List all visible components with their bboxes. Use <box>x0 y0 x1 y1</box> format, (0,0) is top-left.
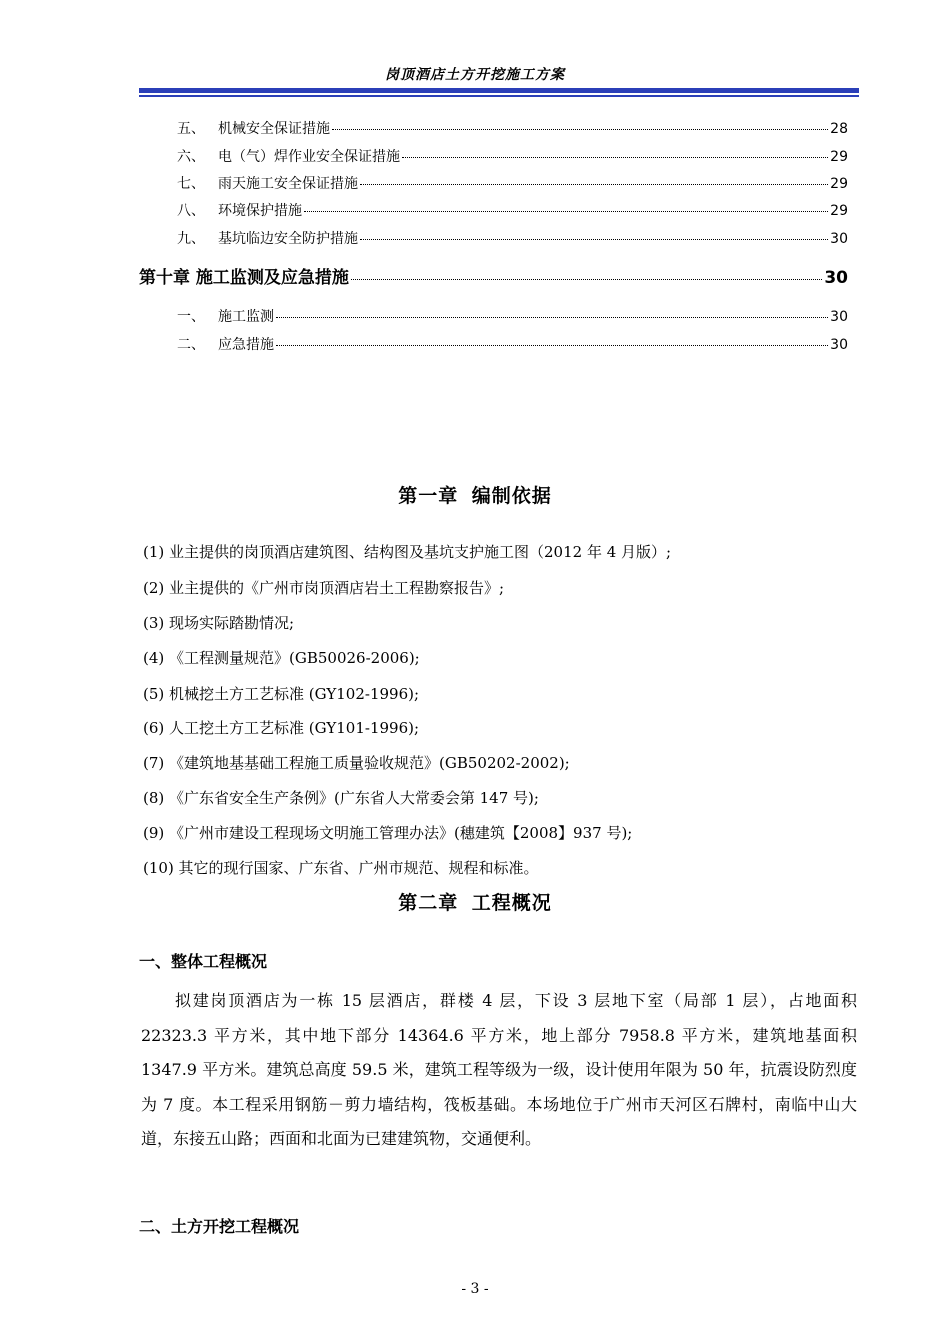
dot-leader <box>276 317 828 318</box>
toc-page-number: 28 <box>830 121 848 137</box>
reference-item: (6) 人工挖土方工艺标准 (GY101-1996); <box>143 719 420 737</box>
section-heading: 二、土方开挖工程概况 <box>139 1217 300 1236</box>
dot-leader <box>351 279 822 280</box>
toc-page-number: 29 <box>830 203 848 219</box>
reference-item: (2) 业主提供的《广州市岗顶酒店岩土工程勘察报告》; <box>143 579 505 597</box>
reference-item: (10) 其它的现行国家、广东省、广州市规范、规程和标准。 <box>143 859 539 877</box>
toc-page-number: 30 <box>830 337 848 353</box>
toc-page-number: 29 <box>830 149 848 165</box>
reference-item: (5) 机械挖土方工艺标准 (GY102-1996); <box>143 685 420 703</box>
running-header: 岗顶酒店土方开挖施工方案 <box>385 67 565 83</box>
dot-leader <box>360 184 828 185</box>
reference-item: (4) 《工程测量规范》(GB50026-2006); <box>143 649 420 667</box>
toc-item-title: 机械安全保证措施 <box>218 121 330 137</box>
toc-item-title: 应急措施 <box>218 337 274 353</box>
section-heading: 一、整体工程概况 <box>139 952 268 971</box>
toc-item-title: 雨天施工安全保证措施 <box>218 176 358 192</box>
toc-chapter-title: 第十章 施工监测及应急措施 <box>139 268 349 288</box>
reference-item: (8) 《广东省安全生产条例》(广东省人大常委会第 147 号); <box>143 789 539 807</box>
page-number: - 3 - <box>461 1281 489 1297</box>
toc-item-title: 基坑临边安全防护措施 <box>218 231 358 247</box>
dot-leader <box>360 239 828 240</box>
toc-item[interactable]: 六、 电（气）焊作业安全保证措施 29 <box>177 146 848 166</box>
toc-item-title: 电（气）焊作业安全保证措施 <box>218 149 400 165</box>
dot-leader <box>276 345 828 346</box>
dot-leader <box>332 129 828 130</box>
toc-chapter[interactable] <box>139 263 848 287</box>
header-rule <box>139 88 859 93</box>
toc-item[interactable]: 八、 环境保护措施 29 <box>177 200 848 220</box>
toc-item[interactable]: 五、 机械安全保证措施 28 <box>177 118 848 138</box>
reference-item: (1) 业主提供的岗顶酒店建筑图、结构图及基坑支护施工图（2012 年 4 月版）; <box>143 543 672 561</box>
chapter-title: 第一章 编制依据 <box>398 485 552 507</box>
chapter-title: 第二章 工程概况 <box>398 892 552 914</box>
body-paragraph: 拟建岗顶酒店为一栋 15 层酒店，群楼 4 层，下设 3 层地下室（局部 1 层），占地面积 22323.3 平方米，其中地下部分 14364.6 平方米，地上部分 7958.8 平方米，建筑地基面积 1347.9 平方米。建筑总高度 59.5 米，建筑工程等级为一级，设计使用年限为 50 年，抗震设防烈度为 7 度。本工程采用钢筋－剪力墙结构，筏板基础。本场地位于广州市天河区石牌村，南临中山大道，东接五山路；西面和北面为已建建筑物，交通便利。 <box>141 991 857 1149</box>
reference-item: (3) 现场实际踏勘情况; <box>143 614 295 632</box>
toc-item[interactable]: 一、 施工监测 30 <box>177 306 848 326</box>
header-rule-thin <box>139 95 859 97</box>
toc-item[interactable]: 七、 雨天施工安全保证措施 29 <box>177 173 848 193</box>
reference-item: (9) 《广州市建设工程现场文明施工管理办法》(穗建筑【2008】937 号); <box>143 824 633 842</box>
toc-item-title: 施工监测 <box>218 309 274 325</box>
toc-page-number: 30 <box>824 268 848 288</box>
toc-page-number: 29 <box>830 176 848 192</box>
dot-leader <box>402 157 828 158</box>
toc-item-title: 环境保护措施 <box>218 203 302 219</box>
reference-item: (7) 《建筑地基基础工程施工质量验收规范》(GB50202-2002); <box>143 754 570 772</box>
toc-page-number: 30 <box>830 231 848 247</box>
toc-item[interactable]: 九、 基坑临边安全防护措施 30 <box>177 228 848 248</box>
toc-page-number: 30 <box>830 309 848 325</box>
dot-leader <box>304 211 828 212</box>
toc-item[interactable]: 二、 应急措施 30 <box>177 334 848 354</box>
